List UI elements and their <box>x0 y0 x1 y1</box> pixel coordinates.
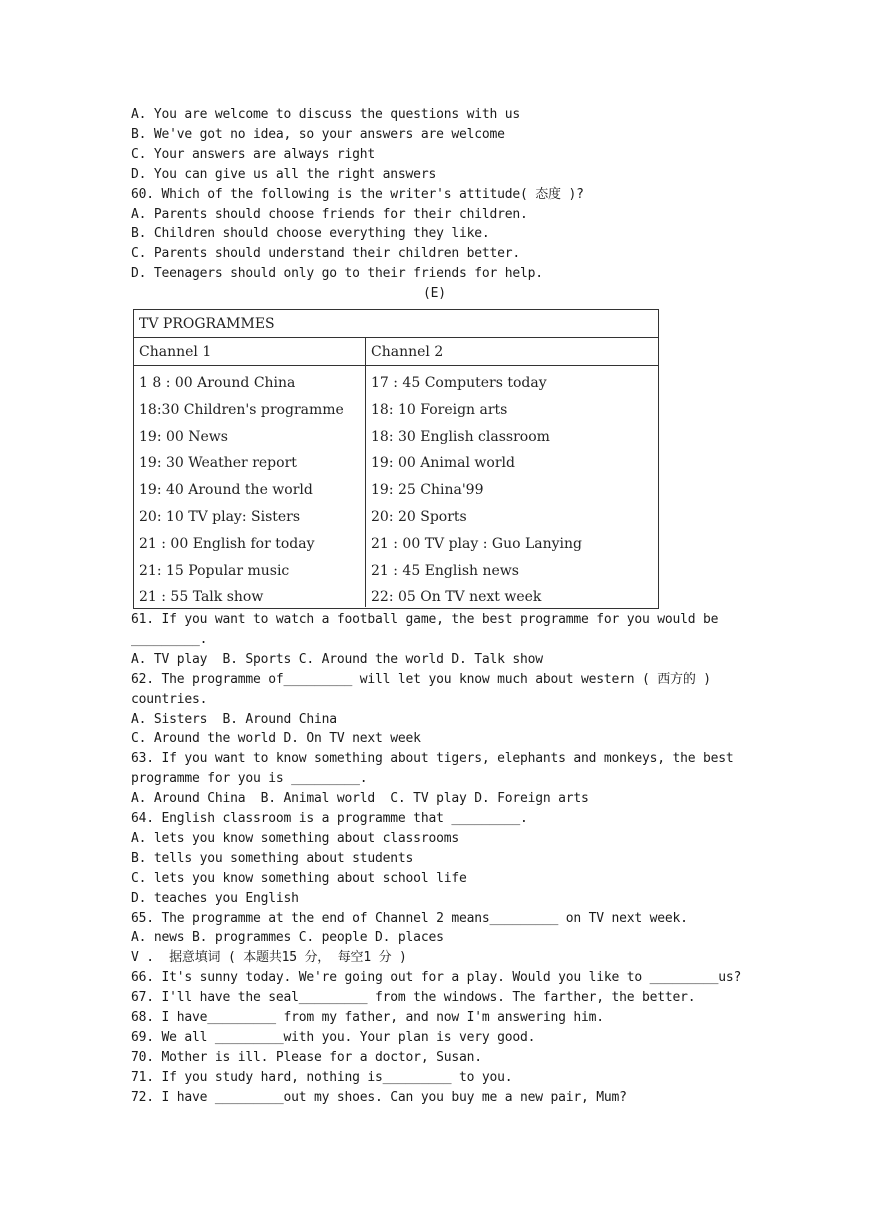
text-line: B. tells you something about students <box>131 850 414 866</box>
programme-row: 18: 10 Foreign arts <box>371 401 508 418</box>
programme-row: 17 : 45 Computers today <box>371 375 547 391</box>
programme-row: 21 : 55 Talk show <box>139 589 264 606</box>
section-label: (E) <box>423 286 446 301</box>
channel2-header: Channel 2 <box>371 344 444 360</box>
text-line: 66. It's sunny today. We're going out for a play. Would you like to _________us? <box>131 970 742 986</box>
programme-row: 18:30 Children's programme <box>139 401 344 418</box>
text-line: 71. If you study hard, nothing is_________ to you. <box>131 1069 513 1085</box>
table-header-row <box>134 338 658 366</box>
programme-row: 20: 10 TV play: Sisters <box>139 508 301 525</box>
text-line: D. Teenagers should only go to their friends for help. <box>131 266 543 282</box>
text-line: V . 据意填词 ( 本题共15 分， 每空1 分 ) <box>131 950 407 966</box>
text-line: programme for you is _________. <box>131 771 368 787</box>
text-line: _________. <box>131 631 208 647</box>
text-line: C. Your answers are always right <box>131 146 376 162</box>
table-title: TV PROGRAMMES <box>134 310 658 338</box>
programme-row: 19: 00 Animal world <box>371 455 515 472</box>
text-line: A. TV play B. Sports C. Around the world D. Talk show <box>131 651 543 667</box>
text-line: 69. We all _________with you. Your plan is very good. <box>131 1029 536 1045</box>
text-line: C. Parents should understand their children better. <box>131 246 520 262</box>
text-line: 62. The programme of_________ will let you know much about western ( 西方的 ) <box>131 671 711 687</box>
text-line: B. We've got no idea, so your answers are welcome <box>131 126 505 142</box>
text-line: A. Sisters B. Around China <box>131 711 337 727</box>
text-line: B. Children should choose everything they like. <box>131 226 490 242</box>
programme-row: 21 : 00 English for today <box>139 535 315 552</box>
text-line: 70. Mother is ill. Please for a doctor, Susan. <box>131 1049 482 1065</box>
programme-row: 20: 20 Sports <box>371 508 467 525</box>
text-line: C. Around the world D. On TV next week <box>131 731 421 747</box>
text-line: countries. <box>131 691 208 707</box>
channel2-column <box>366 366 658 607</box>
programme-row: 22: 05 On TV next week <box>371 589 542 606</box>
table-body <box>134 366 658 607</box>
channel1-header: Channel 1 <box>134 338 366 365</box>
programme-row: 18: 30 English classroom <box>371 428 550 445</box>
tv-programmes-table <box>133 309 659 609</box>
text-line: 60. Which of the following is the writer's attitude( 态度 )? <box>131 186 584 202</box>
text-line: A. lets you know something about classrooms <box>131 830 459 846</box>
text-line: D. You can give us all the right answers <box>131 166 437 182</box>
text-line: A. Around China B. Animal world C. TV play D. Foreign arts <box>131 791 589 807</box>
text-line: C. lets you know something about school life <box>131 870 467 886</box>
text-line: 63. If you want to know something about tigers, elephants and monkeys, the best <box>131 751 734 767</box>
channel1-column <box>134 366 366 607</box>
text-line: D. teaches you English <box>131 890 299 906</box>
programme-row: 21 : 00 TV play : Guo Lanying <box>371 535 583 552</box>
text-line: 61. If you want to watch a football game, the best programme for you would be <box>131 612 719 627</box>
text-line: 67. I'll have the seal_________ from the windows. The farther, the better. <box>131 990 696 1006</box>
text-line: 72. I have _________out my shoes. Can you buy me a new pair, Mum? <box>131 1089 627 1105</box>
programme-row: 21 : 45 English news <box>371 562 519 579</box>
text-line: 64. English classroom is a programme that _________. <box>131 811 528 826</box>
text-line: A. news B. programmes C. people D. places <box>131 930 444 946</box>
text-line: 68. I have_________ from my father, and now I'm answering him. <box>131 1010 604 1025</box>
programme-row: 19: 30 Weather report <box>139 455 297 472</box>
programme-row: 19: 00 News <box>139 428 228 445</box>
programme-row: 19: 25 China'99 <box>371 482 484 499</box>
text-line: A. Parents should choose friends for their children. <box>131 206 528 222</box>
programme-row: 21: 15 Popular music <box>139 562 290 579</box>
text-line: 65. The programme at the end of Channel 2 means_________ on TV next week. <box>131 910 688 926</box>
text-line: A. You are welcome to discuss the questions with us <box>131 107 520 122</box>
programme-row: 1 8 : 00 Around China <box>139 375 296 391</box>
programme-row: 19: 40 Around the world <box>139 482 313 499</box>
